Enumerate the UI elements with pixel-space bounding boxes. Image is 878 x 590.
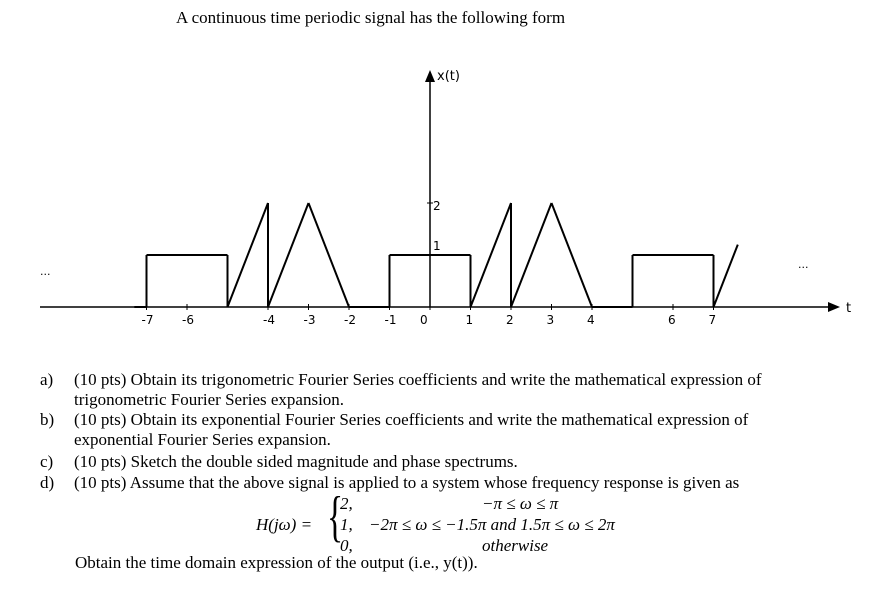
- ellipsis-right: ...: [798, 258, 809, 271]
- question-d-text-1: (10 pts) Assume that the above signal is applied to a system whose frequency response is given as: [74, 473, 740, 492]
- signal-segment: [228, 203, 269, 307]
- x-tick-label: 7: [708, 313, 717, 327]
- signal-waveform: [134, 203, 737, 307]
- x-tick-label: -2: [344, 313, 356, 327]
- x-axis-label: t: [846, 301, 852, 316]
- x-tick-label: 6: [668, 313, 676, 327]
- case-2-condition: −2π ≤ ω ≤ −1.5π and 1.5π ≤ ω ≤ 2π: [369, 515, 615, 534]
- question-c-label: c): [40, 452, 54, 471]
- signal-segment: [714, 245, 738, 307]
- x-tick-label: -1: [384, 313, 397, 327]
- x-tick-label: 0: [420, 313, 428, 327]
- x-tick-label: 2: [506, 313, 514, 327]
- signal-segment: [471, 203, 512, 307]
- case-2-value: 1,: [340, 515, 353, 534]
- case-3-value: 0,: [340, 536, 353, 555]
- y-tick-label-1: 1: [433, 239, 441, 253]
- piecewise-brace: {: [327, 486, 344, 548]
- case-3-condition: otherwise: [482, 536, 549, 555]
- question-d-label: d): [40, 473, 55, 492]
- y-axis-label: x(t): [437, 69, 460, 84]
- case-1-condition: −π ≤ ω ≤ π: [482, 494, 559, 513]
- signal-segment: [309, 203, 350, 307]
- case-1-value: 2,: [340, 494, 353, 513]
- question-b-text-2: exponential Fourier Series expansion.: [74, 430, 331, 449]
- amplitude-axis-arrow: [425, 70, 435, 82]
- question-c-text-1: (10 pts) Sketch the double sided magnitude and phase spectrums.: [74, 452, 518, 471]
- x-tick-label: 3: [546, 313, 555, 327]
- signal-segment: [552, 203, 593, 307]
- question-b-label: b): [40, 410, 55, 429]
- x-tick-label: -3: [303, 313, 316, 327]
- signal-segment: [511, 203, 552, 307]
- x-tick-label: 1: [465, 313, 474, 327]
- signal-segment: [268, 203, 309, 307]
- x-tick-label: 4: [587, 313, 595, 327]
- question-a-text-1: (10 pts) Obtain its trigonometric Fourier Series coefficients and write the mathematical expression of: [74, 370, 762, 389]
- x-tick-label: -4: [263, 313, 275, 327]
- time-axis-arrow: [828, 302, 840, 312]
- x-tick-label: -7: [141, 313, 154, 327]
- final-question: Obtain the time domain expression of the output (i.e., y(t)).: [75, 553, 478, 572]
- freq-response-lhs: H(jω) =: [256, 515, 313, 534]
- question-b-text-1: (10 pts) Obtain its exponential Fourier Series coefficients and write the mathematical expression of: [74, 410, 749, 429]
- question-a-label: a): [40, 370, 54, 389]
- y-tick-label-2: 2: [433, 199, 441, 213]
- ellipsis-left: ...: [40, 265, 51, 278]
- x-tick-label: -6: [182, 313, 194, 327]
- problem-title: A continuous time periodic signal has the following form: [176, 8, 566, 27]
- question-a-text-2: trigonometric Fourier Series expansion.: [74, 390, 345, 409]
